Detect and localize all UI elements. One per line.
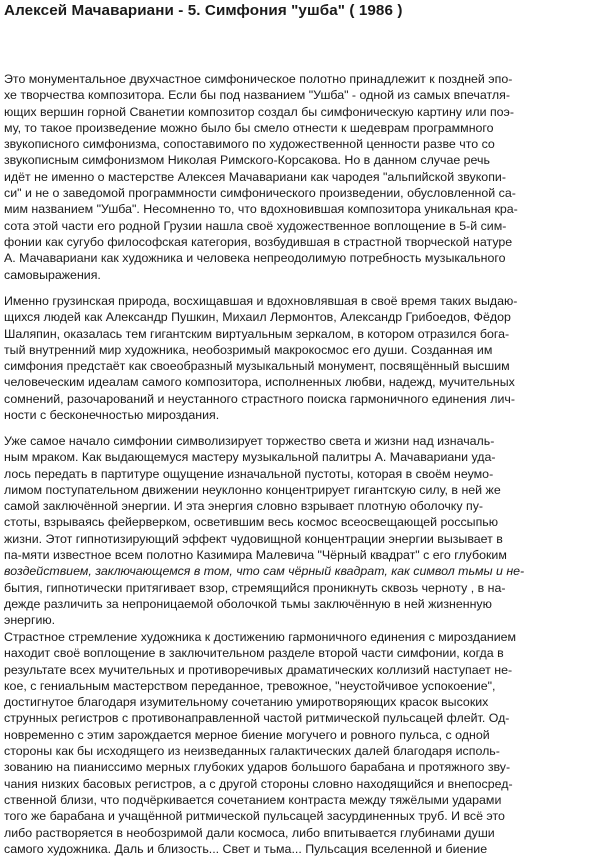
text-line: Страстное стремление художника к достижению гармоничного единения с мирозданием xyxy=(4,630,517,644)
text-line: ственной близи, что подчёркивается сочетанием контраста между тяжёлыми ударами xyxy=(4,792,502,807)
text-line: достигнутое благодаря изумительному сочетанию умиротворяющих красок высоких xyxy=(4,695,489,710)
text-line: звукописного симфонизма, сопоставимого по художественной ценности разве что со xyxy=(4,137,495,152)
text-line: щихся людей как Александр Пушкин, Михаил Лермонтов, Александр Грибоедов, Фёдор xyxy=(4,310,511,325)
text-line: самой заключённой энергии. И эта энергия словно взрывает плотную оболочку пу- xyxy=(4,499,484,514)
text-line: Уже самое начало симфонии символизирует торжество света и жизни над изначаль- xyxy=(4,434,495,448)
text-line: кое, с гениальным мастерством переданное, тревожное, "неустойчивое успокоение", xyxy=(4,678,496,693)
text-line: си" и не о заведомой программности симфонического произведении, обусловленной са- xyxy=(4,186,516,201)
text-line: па-мяти известное всем полотно Казимира Малевича "Чёрный квадрат" с его глубоким xyxy=(4,548,507,563)
text-line: струнных регистров с противонаправленной частой ритмической пульсацей флейт. Од- xyxy=(4,711,510,726)
text-line: Шаляпин, оказалась тем гигантским виртуальным зеркалом, в котором отразился бога- xyxy=(4,326,510,341)
paragraph-2 xyxy=(4,293,600,423)
text-line: хе творчества композитора. Если бы под названием "Ушба" - одной из самых впечатля- xyxy=(4,88,510,103)
text-line: лось передать в партитуре ощущение изначальной пустоты, которая в своём неумо- xyxy=(4,466,494,481)
text-line: самого художника. Даль и близость... Свет и тьма... Пульсация вселенной и биение xyxy=(4,841,488,856)
text-line: му, то такое произведение можно было бы смело отнести к шедеврам программного xyxy=(4,120,494,135)
text-line: дежде различить за непроницаемой оболочкой тьмы заключённую в ней жизненную xyxy=(4,596,492,611)
text-line: А. Мачавариани как художника и человека непреодолимую потребность музыкального xyxy=(4,251,506,266)
text-line: идёт не именно о мастерстве Алексея Мачавариани как чародея "альпийской звукопи- xyxy=(4,169,506,184)
document-title: Алексей Мачавариани - 5. Симфония "ушба" ( 1986 ) xyxy=(4,2,403,19)
text-line: фонии как сугубо философская категория, возбудившая в страстной творческой натуре xyxy=(4,234,513,249)
text-line: стоты, взрываясь фейерверком, осветившим весь космос всеосвещающей россыпью xyxy=(4,515,499,530)
text-line: чания низких басовых регистров, а с другой стороны словно находящийся и внепосред- xyxy=(4,776,513,791)
text-line: симфония предстаёт как своеобразный музыкальный монумент, посвящённый высшим xyxy=(4,359,510,374)
text-line: стороны как бы исходящего из неизведанных галактических далей благодаря исполь- xyxy=(4,744,500,759)
text-line: самовыражения. xyxy=(4,267,101,282)
text-line: бытия, гипнотически притягивает взор, стремящийся проникнуть сквозь черноту , в на- xyxy=(4,580,506,595)
paragraph-4 xyxy=(4,629,600,857)
text-line: новременно с этим зарождается мерное биение могучего и ровного пульса, с одной xyxy=(4,727,490,742)
paragraph-1 xyxy=(4,71,600,283)
text-line: лимом поступательном движении неуклонно концентрирует гигантскую силу, в ней же xyxy=(4,482,501,497)
text-line: ности с бесконечностью мироздания. xyxy=(4,408,220,423)
text-line: ным мраком. Как выдающемуся мастеру музыкальной палитры А. Мачавариани уда- xyxy=(4,450,496,465)
text-line: Именно грузинская природа, восхищавшая и вдохновлявшая в своё время таких выдаю- xyxy=(4,294,518,308)
text-line: человеческим идеалам самого композитора, исполненных любви, надежд, мучительных xyxy=(4,375,515,390)
text-line: того же барабана и учащённой ритмической пульсацей засурдиненных труб. И всё это xyxy=(4,809,505,824)
text-line: ющих вершин горной Сванетии композитор создал бы симфоническую картину или поэ- xyxy=(4,104,514,119)
text-line: либо растворяется в необозримой дали космоса, либо впитывается глубинами души xyxy=(4,825,495,840)
text-line: жизни. Этот гипнотизирующий эффект чудовищной концентрации энергии вызывает в xyxy=(4,531,503,546)
text-line: зованию на пианиссимо мерных глубоких ударов большого барабана и протяжного зву- xyxy=(4,760,511,775)
text-line: результате всех мучительных и противоречивых драматических коллизий наступает не- xyxy=(4,662,513,677)
text-line: сота этой части его родной Грузии нашла своё художественное воплощение в 5-й сим- xyxy=(4,218,507,233)
text-line: сомнений, разочарований и неустанного страстного поиска гармоничного единения лич- xyxy=(4,391,515,406)
text-line-italic: воздействием, заключающемся в том, что сам чёрный квадрат, как символ тьмы и не- xyxy=(4,564,525,579)
text-line: мим названием "Ушба". Несомненно то, что вдохновившая композитора уникальная кра- xyxy=(4,202,518,217)
text-line: Это монументальное двухчастное симфоническое полотно принадлежит к поздней эпо- xyxy=(4,72,513,86)
text-line: звукописным симфонизмом Николая Римского-Корсакова. Но в данном случае речь xyxy=(4,153,490,168)
text-line: тый внутренний мир художника, необозримый макрокосмос его души. Созданная им xyxy=(4,342,493,357)
text-line: энергию. xyxy=(4,613,56,628)
text-line: находит своё воплощение в заключительном разделе второй части симфонии, когда в xyxy=(4,646,504,661)
paragraph-3 xyxy=(4,433,600,629)
